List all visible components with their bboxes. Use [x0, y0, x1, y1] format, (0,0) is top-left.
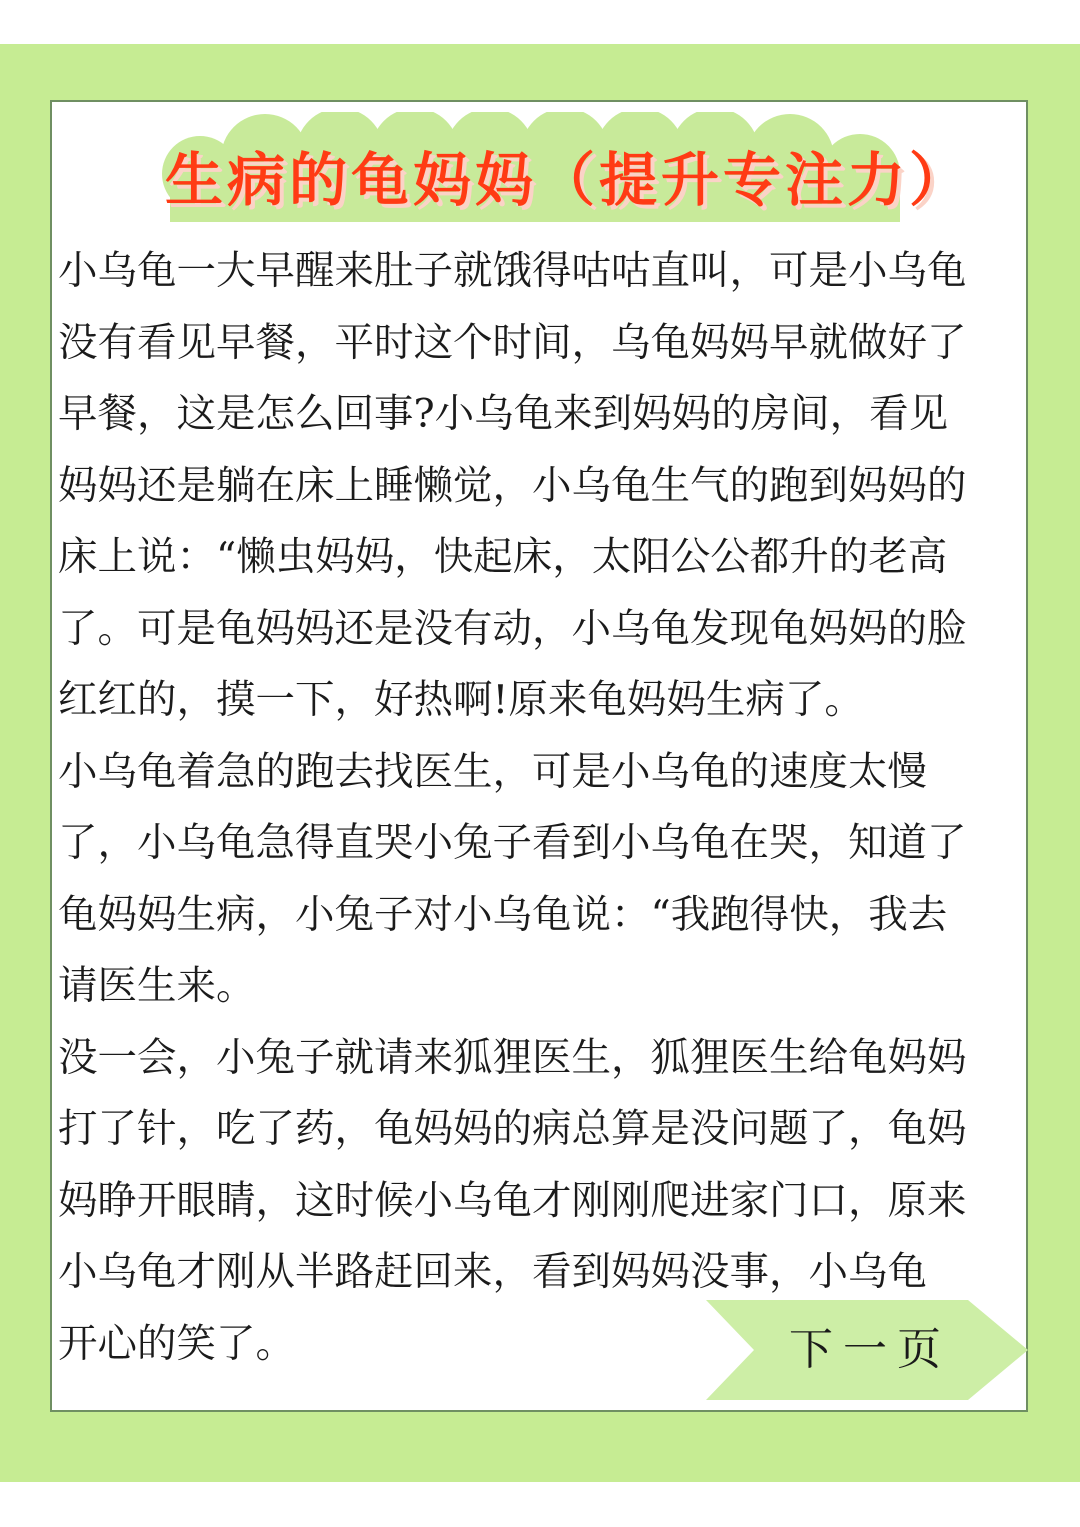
story-paragraph-3: 没一会，小兔子就请来狐狸医生，狐狸医生给龟妈妈 打了针，吃了药，龟妈妈的病总算是没问题了，龟妈 妈睁开眼睛，这时候小乌龟才刚刚爬进家门口，原来 小乌龟才刚从半路赶回来，看到妈妈没事，小乌龟 开心的笑了。 — [58, 1034, 967, 1367]
story-paragraph-2: 小乌龟着急的跑去找医生，可是小乌龟的速度太慢 了，小乌龟急得直哭小兔子看到小乌龟在哭，知道了 龟妈妈生病，小兔子对小乌龟说：“我跑得快，我去 请医生来。 — [58, 748, 967, 1009]
next-page-button[interactable]: 下一页 — [789, 1324, 951, 1375]
story-paragraph-1: 小乌龟一大早醒来肚子就饿得咕咕直叫，可是小乌龟 没有看见早餐，平时这个时间，乌龟妈妈早就做好了 早餐，这是怎么回事?小乌龟来到妈妈的房间，看见 妈妈还是躺在床上睡懒觉，小乌龟生气的跑到妈妈的 床上说：“懒虫妈妈，快起床，太阳公公都升的老高 了。可是龟妈妈还是没有动，小乌龟发现龟妈妈的脸 红红的，摸一下，好热啊!原来龟妈妈生病了。 — [58, 248, 967, 723]
top-margin — [0, 0, 1080, 44]
bottom-margin — [0, 1482, 1080, 1527]
story-text — [58, 236, 1028, 1380]
page-title: 生病的龟妈妈（提升专注力） — [165, 146, 972, 214]
